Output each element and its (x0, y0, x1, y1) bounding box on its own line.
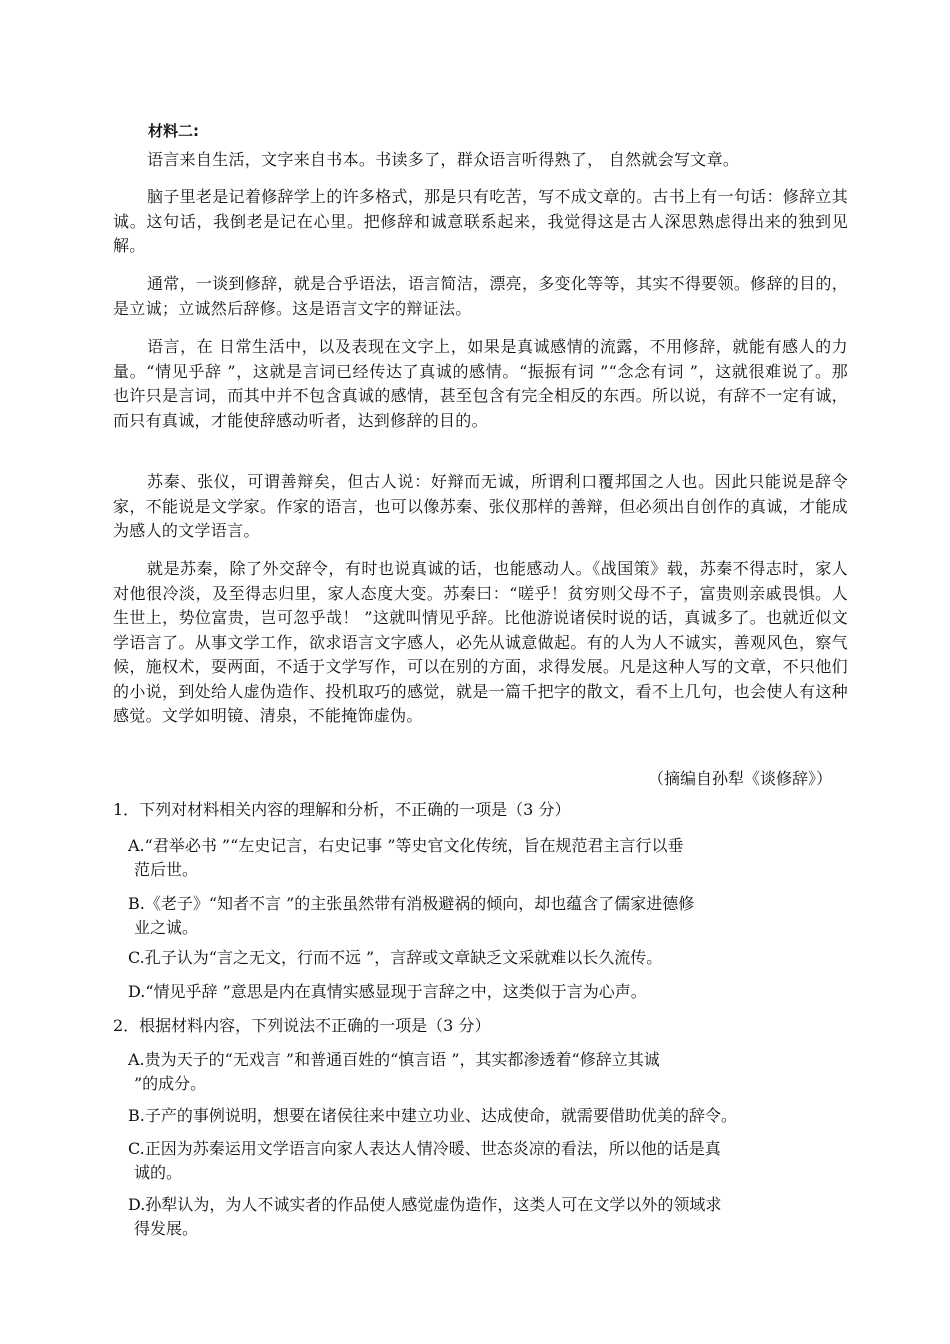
option-text-cont: 业之诚。 (134, 918, 199, 937)
option-text: A.“君举必书 ”“左史记言，右史记事 ”等史官文化传统，旨在规范君主言行以垂 (128, 836, 684, 855)
source-citation: （摘编自孙犁《谈修辞》） (647, 769, 832, 788)
question-1-stem: 1．下列对材料相关内容的理解和分析，不正确的一项是（3 分） (113, 800, 571, 819)
question-1-option-b (128, 892, 843, 940)
option-text-cont: ”的成分。 (134, 1074, 207, 1093)
paragraph-5: 苏秦、张仪，可谓善辩矣，但古人说：好辩而无诚，所谓利口覆邦国之人也。因此只能说是辞令家，不能说是文学家。作家的语言，也可以像苏秦、张仪那样的善辩，但必须出自创作的真诚，才能成为感人的文学语言。 (113, 472, 848, 540)
option-text: D.“情见乎辞 ”意思是内在真情实感显现于言辞之中，这类似于言为心声。 (128, 982, 647, 1001)
question-2-stem: 2．根据材料内容，下列说法不正确的一项是（3 分） (113, 1016, 491, 1035)
material-heading: 材料二: (148, 122, 199, 140)
question-2-option-c (128, 1137, 843, 1185)
paragraph-1: 语言来自生活，文字来自书本。书读多了，群众语言听得熟了， 自然就会写文章。 (147, 150, 740, 169)
option-text: D.孙犁认为，为人不诚实者的作品使人感觉虚伪造作，这类人可在文学以外的领域求 (128, 1195, 722, 1214)
question-1-option-c (128, 946, 843, 970)
paragraph-2: 脑子里老是记着修辞学上的许多格式，那是只有吃苦，写不成文章的。古书上有一句话：修辞立其诚。这句话，我倒老是记在心里。把修辞和诚意联系起来，我觉得这是古人深思熟虑得出来的独到见解。 (113, 187, 848, 255)
option-text-cont: 诚的。 (134, 1163, 183, 1182)
question-2-option-d (128, 1193, 843, 1241)
question-2-option-a (128, 1048, 843, 1096)
option-text: B.《老子》“知者不言 ”的主张虽然带有消极避祸的倾向，却也蕴含了儒家进德修 (128, 894, 695, 913)
option-text: C.正因为苏秦运用文学语言向家人表达人情冷暖、世态炎凉的看法，所以他的话是真 (128, 1139, 721, 1158)
option-text: C.孔子认为“言之无文，行而不远 ”，言辞或文章缺乏文采就难以长久流传。 (128, 948, 663, 967)
paragraph-3: 通常，一谈到修辞，就是合乎语法，语言简洁，漂亮，多变化等等，其实不得要领。修辞的目的，是立诚；立诚然后辞修。这是语言文字的辩证法。 (113, 274, 848, 318)
question-2-option-b (128, 1104, 843, 1128)
option-text: B.子产的事例说明，想要在诸侯往来中建立功业、达成使命，就需要借助优美的辞令。 (128, 1106, 737, 1125)
paragraph-4: 语言，在 日常生活中，以及表现在文字上，如果是真诚感情的流露，不用修辞，就能有感人的力量。“情见乎辞 ”，这就是言词已经传达了真诚的感情。“振振有词 ”“念念有词 ”，这就很难说了。那也许只是言词，而其中并不包含真诚的感情，甚至包含有完全相反的东西。所以说，有辞不一定有诚，而只有真诚，才能使辞感动听者，达到修辞的目的。 (113, 337, 848, 430)
option-text: A.贵为天子的“无戏言 ”和普通百姓的“慎言语 ”，其实都渗透着“修辞立其诚 (128, 1050, 660, 1069)
option-text-cont: 得发展。 (134, 1219, 199, 1238)
option-text-cont: 范后世。 (134, 860, 199, 879)
paragraph-6: 就是苏秦，除了外交辞令，有时也说真诚的话，也能感动人。《战国策》载，苏秦不得志时，家人对他很冷淡，及至得志归里，家人态度大变。苏秦曰：“嗟乎！贫穷则父母不子，富贵则亲戚畏惧。人生世上，势位富贵，岂可忽乎哉！ ”这就叫情见乎辞。比他游说诸侯时说的话，真诚多了。也就近似文学语言了。从事文学工作，欲求语言文字感人，必先从诚意做起。有的人为人不诚实，善观风色，察气候，施权术，耍两面，不适于文学写作，可以在别的方面，求得发展。凡是这种人写的文章，不只他们的小说，到处给人虚伪造作、投机取巧的感觉，就是一篇千把字的散文，看不上几句，也会使人有这种感觉。文学如明镜、清泉，不能掩饰虚伪。 (113, 559, 848, 725)
question-1-option-a (128, 834, 843, 882)
question-1-option-d (128, 980, 843, 1004)
